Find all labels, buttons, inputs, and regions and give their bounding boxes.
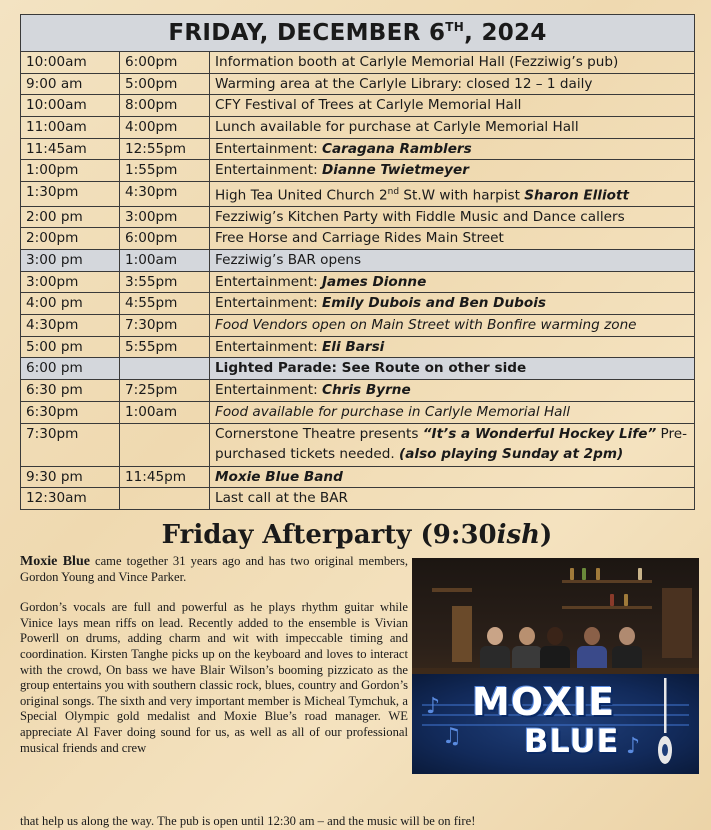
table-row [21, 160, 695, 182]
start-time: 4:00 pm [21, 293, 120, 315]
event-description: Fezziwig’s Kitchen Party with Fiddle Music and Dance callers [210, 206, 695, 228]
event-description: Entertainment: James Dionne [210, 271, 695, 293]
start-time: 6:30pm [21, 401, 120, 423]
end-time: 4:55pm [120, 293, 210, 315]
table-row [21, 206, 695, 228]
end-time: 7:25pm [120, 380, 210, 402]
band-banner [412, 674, 699, 774]
event-description: Warming area at the Carlyle Library: closed 12 – 1 daily [210, 73, 695, 95]
table-row [21, 423, 695, 466]
start-time: 3:00pm [21, 271, 120, 293]
end-time: 1:00am [120, 250, 210, 272]
event-description: Entertainment: Chris Byrne [210, 380, 695, 402]
start-time: 2:00pm [21, 228, 120, 250]
band-photo [412, 558, 699, 774]
table-row [21, 95, 695, 117]
start-time: 11:45am [21, 138, 120, 160]
event-description: Lighted Parade: See Route on other side [210, 358, 695, 380]
table-row [21, 73, 695, 95]
story-paragraph-1: Moxie Blue came together 31 years ago and has two original members, Gordon Young and Vince Parker. [20, 554, 408, 584]
start-time: 11:00am [21, 117, 120, 139]
guitar-icon [658, 678, 672, 768]
event-description: Entertainment: Dianne Twietmeyer [210, 160, 695, 182]
start-time: 1:00pm [21, 160, 120, 182]
start-time: 9:00 am [21, 73, 120, 95]
table-row [21, 293, 695, 315]
music-note-icon: ♫ [442, 724, 462, 749]
schedule-title: FRIDAY, DECEMBER 6TH, 2024 [21, 15, 695, 52]
table-row [21, 117, 695, 139]
table-row [21, 138, 695, 160]
music-note-icon: ♪ [626, 734, 641, 759]
event-description: Free Horse and Carriage Rides Main Street [210, 228, 695, 250]
end-time [120, 423, 210, 466]
table-row [21, 315, 695, 337]
table-row [21, 182, 695, 207]
end-time: 11:45pm [120, 466, 210, 488]
event-description: CFY Festival of Trees at Carlyle Memorial Hall [210, 95, 695, 117]
table-row [21, 401, 695, 423]
table-row [21, 488, 695, 510]
start-time: 3:00 pm [21, 250, 120, 272]
banner-word-blue: BLUE [524, 722, 620, 760]
end-time: 6:00pm [120, 228, 210, 250]
event-description: Lunch available for purchase at Carlyle Memorial Hall [210, 117, 695, 139]
table-row [21, 336, 695, 358]
start-time: 6:30 pm [21, 380, 120, 402]
table-row [21, 380, 695, 402]
event-description: High Tea United Church 2nd St.W with harpist Sharon Elliott [210, 182, 695, 207]
music-note-icon: ♪ [426, 694, 441, 719]
end-time: 1:00am [120, 401, 210, 423]
table-row [21, 228, 695, 250]
event-description: Food Vendors open on Main Street with Bonfire warming zone [210, 315, 695, 337]
end-time: 3:55pm [120, 271, 210, 293]
start-time: 1:30pm [21, 182, 120, 207]
event-description: Information booth at Carlyle Memorial Hall (Fezziwig’s pub) [210, 52, 695, 74]
end-time [120, 488, 210, 510]
story-closing-line: that help us along the way. The pub is open until 12:30 am – and the music will be on fire! [20, 814, 476, 828]
event-description: Fezziwig’s BAR opens [210, 250, 695, 272]
end-time: 4:30pm [120, 182, 210, 207]
event-description: Cornerstone Theatre presents “It’s a Wonderful Hockey Life” Pre-purchased tickets needed. (also playing Sunday at 2pm) [210, 423, 695, 466]
start-time: 5:00 pm [21, 336, 120, 358]
table-row [21, 271, 695, 293]
end-time: 3:00pm [120, 206, 210, 228]
event-description: Entertainment: Caragana Ramblers [210, 138, 695, 160]
end-time: 7:30pm [120, 315, 210, 337]
event-description: Entertainment: Emily Dubois and Ben Dubois [210, 293, 695, 315]
start-time: 7:30pm [21, 423, 120, 466]
table-row [21, 466, 695, 488]
end-time [120, 358, 210, 380]
end-time: 5:55pm [120, 336, 210, 358]
end-time: 12:55pm [120, 138, 210, 160]
start-time: 12:30am [21, 488, 120, 510]
event-description: Food available for purchase in Carlyle Memorial Hall [210, 401, 695, 423]
start-time: 6:00 pm [21, 358, 120, 380]
table-row [21, 250, 695, 272]
band-name: Moxie Blue [20, 554, 90, 569]
story-paragraph-2: Gordon’s vocals are full and powerful as he plays rhythm guitar while Vinice lays mean riffs on lead. Recently added to the ensemble is Vivian Powerll on drums, adding charm and wit with impeccable timing and coordination. Kirsten Tanghe picks up on the keyboard and loves to interact with the crowd, On bass we have Blair Wilson’s booming pizzicato as the group entertains you with southern classic rock, blues, country and Gordon’s original songs. The sixth and very important member is Micheal Tymchuk, a Special Olympic gold medalist and Moxie Blue’s road manager. WE appreciate Al Faver doing sound for us, as well as all of our professional musical friends and crew [20, 600, 408, 755]
start-time: 2:00 pm [21, 206, 120, 228]
event-description: Last call at the BAR [210, 488, 695, 510]
start-time: 10:00am [21, 95, 120, 117]
end-time: 4:00pm [120, 117, 210, 139]
afterparty-story [20, 554, 476, 828]
start-time: 4:30pm [21, 315, 120, 337]
banner-word-moxie: MOXIE [472, 680, 616, 724]
table-row [21, 52, 695, 74]
event-description: Entertainment: Eli Barsi [210, 336, 695, 358]
start-time: 10:00am [21, 52, 120, 74]
table-row [21, 358, 695, 380]
afterparty-title: Friday Afterparty (9:30ish) [161, 520, 553, 550]
event-description: Moxie Blue Band [210, 466, 695, 488]
friday-schedule-table [20, 14, 695, 510]
start-time: 9:30 pm [21, 466, 120, 488]
end-time: 8:00pm [120, 95, 210, 117]
end-time: 1:55pm [120, 160, 210, 182]
end-time: 6:00pm [120, 52, 210, 74]
end-time: 5:00pm [120, 73, 210, 95]
